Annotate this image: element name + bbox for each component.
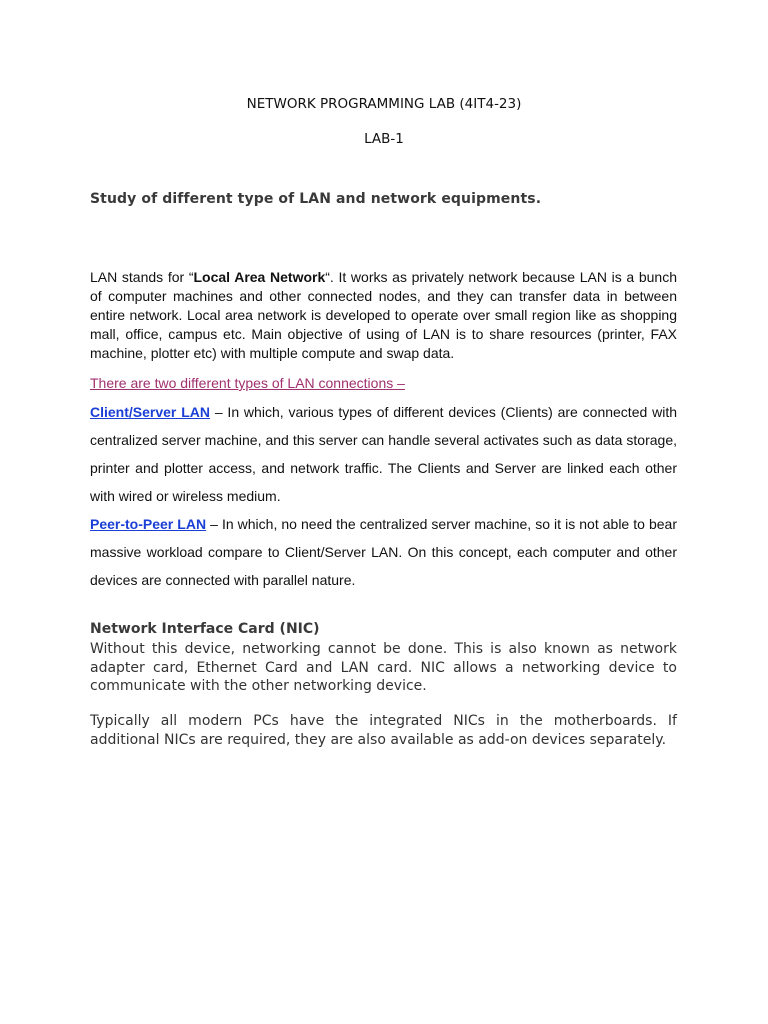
course-title: NETWORK PROGRAMMING LAB (4IT4-23) xyxy=(246,96,522,112)
intro-suffix: “. It works as privately network because LAN is a bunch of computer machines and other connected nodes, and they can transfer data in between entire network. Local area network is developed to operate over small region like as shopping mall, office, campus etc. Main objective of using of LAN is to share resources (printer, FAX machine, plotter etc) with multiple compute and swap data. xyxy=(90,269,677,361)
types-intro-text: There are two different types of LAN connections – xyxy=(90,375,405,391)
client-server-text: – In which, various types of different devices (Clients) are connected with centralized server machine, and this server can handle several activates such as data storage, printer and plotter access, and network traffic. The Clients and Server are linked each other with wired or wireless medium. xyxy=(90,404,677,504)
p2p-paragraph xyxy=(90,510,677,594)
client-server-paragraph xyxy=(90,398,677,510)
types-intro-line xyxy=(90,375,677,393)
nic-paragraph-2: Typically all modern PCs have the integrated NICs in the motherboards. If additional NICs are required, they are also available as add-on devices separately. xyxy=(90,713,677,748)
intro-paragraph xyxy=(90,268,677,363)
intro-prefix: LAN stands for “ xyxy=(90,269,194,285)
nic-title: Network Interface Card (NIC) xyxy=(90,621,320,637)
lab-label: LAB-1 xyxy=(364,131,404,147)
p2p-text: – In which, no need the centralized server machine, so it is not able to bear massive workload compare to Client/Server LAN. On this concept, each computer and other devices are connected with parallel nature. xyxy=(90,516,677,588)
nic-paragraph-1: Without this device, networking cannot be done. This is also known as network adapter card, Ethernet Card and LAN card. NIC allows a networking device to communicate with the other networking device. xyxy=(90,641,677,694)
p2p-link[interactable]: Peer-to-Peer LAN xyxy=(90,516,207,532)
intro-bold-term: Local Area Network xyxy=(193,269,326,285)
section-heading: Study of different type of LAN and network equipments. xyxy=(90,191,542,207)
client-server-link[interactable]: Client/Server LAN xyxy=(90,404,210,420)
